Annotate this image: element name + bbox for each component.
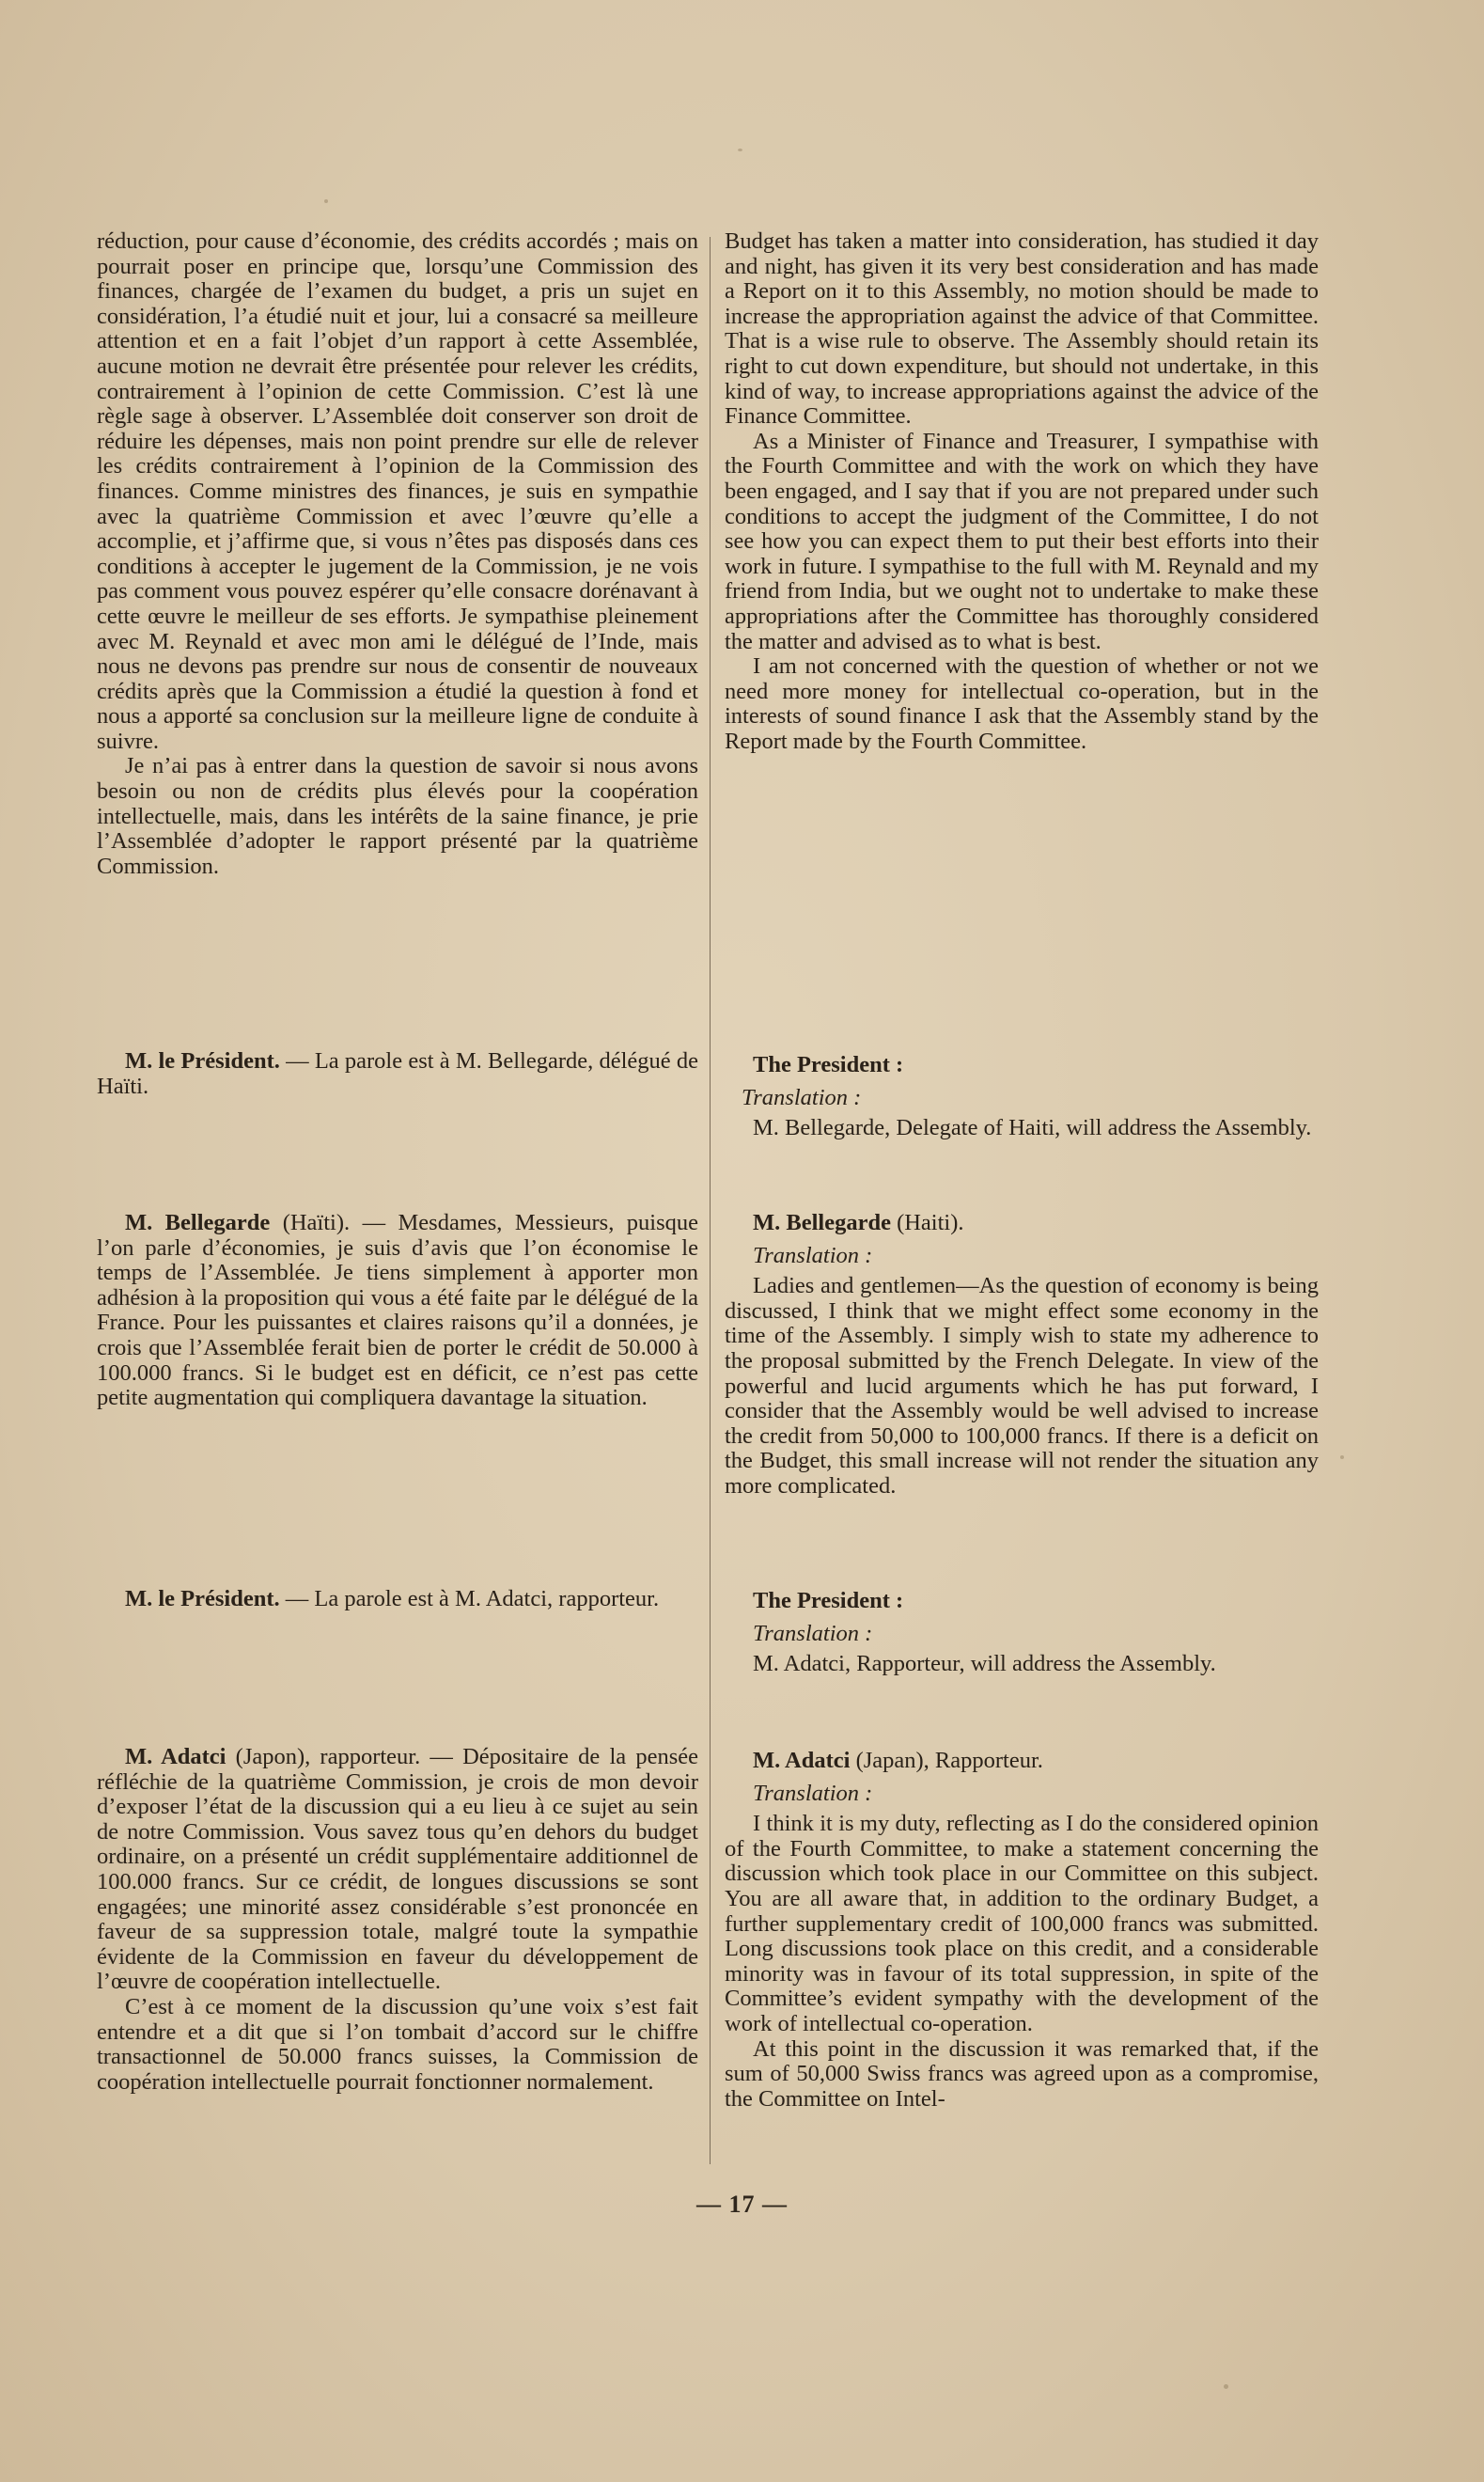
- paper-spot: [738, 149, 742, 151]
- english-president-1: [725, 1053, 1319, 1141]
- speech-text: M. Adatci, Rapporteur, will address the Assembly.: [753, 1651, 1216, 1677]
- speech-text: — Mesdames, Messieurs, puisque l’on parle d’économies, je suis d’avis que l’on économise le temps de l’Assemblée. Je tiens simplement à apporter mon adhésion à la proposition qui vous a été faite par le délégué de la France. Pour les puissantes et claires raisons qu’il a données, je crois que l’Assemblée ferait bien de porter le crédit de 50.000 à 100.000 francs. Si le budget est en déficit, ce n’est pas cette petite augmentation qui compliquera davantage la situation.: [97, 1210, 698, 1411]
- speaker-country: (Haïti).: [270, 1210, 351, 1235]
- translation-label: Translation :: [753, 1620, 873, 1646]
- english-intro: [725, 229, 1319, 754]
- speaker-name: M. Adatci: [753, 1748, 851, 1773]
- english-president-2: [725, 1589, 1319, 1677]
- speaker-name: M. Bellegarde: [753, 1210, 891, 1235]
- speaker-name: The President :: [753, 1588, 904, 1613]
- paper-spot: [1224, 2384, 1228, 2389]
- english-para: Budget has taken a matter into consideration, has studied it day and night, has given it its very best consideration and has made a Report on it to this Assembly, no motion should be made to increase the appropriation against the advice of that Committee. That is a wise rule to observe. The Assembly should retain its right to cut down expenditure, but should not undertake, in this kind of way, to increase appropriations against the advice of the Finance Committee.: [725, 228, 1319, 430]
- page-number: — 17 —: [696, 2191, 788, 2218]
- speech-text: — La parole est à M. Bellegarde, délégué de Haïti.: [97, 1048, 698, 1099]
- speech-text: — Dépositaire de la pensée réfléchie de la quatrième Commission, je crois de mon devoir d’exposer l’état de la discussion qui a eu lieu à ce sujet au sein de notre Commission. Vous savez tous qu’en dehors du budget ordinaire, on a présenté un crédit supplémentaire additionnel de 100.000 francs. Sur ce crédit, de longues discussions se sont engagées; une minorité assez considérable s’est prononcée en faveur de sa suppression totale, malgré toute la sympathie évidente de la Commission en faveur du développement de l’œuvre de coopération intellectuelle.: [97, 1744, 698, 1995]
- speech-text: At this point in the discussion it was remarked that, if the sum of 50,000 Swiss francs was agreed upon as a compromise, the Committee on Intel-: [725, 2035, 1319, 2112]
- paper-spot: [1340, 1455, 1344, 1459]
- english-adatci: [725, 1749, 1319, 2112]
- english-bellegarde: [725, 1211, 1319, 1500]
- translation-label: Translation :: [753, 1242, 873, 1268]
- speaker-name: M. le Président.: [125, 1586, 280, 1611]
- french-para: réduction, pour cause d’économie, des crédits accordés ; mais on pourrait poser en principe que, lorsqu’une Commission des finances, chargée de l’examen du budget, a pris un sujet en considération, l’a étudié nuit et jour, lui a consacré sa meilleure attention et en a fait l’objet d’un rapport à cette Assemblée, aucune motion ne devrait être présentée pour relever les crédits, contrairement à l’opinion de cette Commission. C’est là une règle sage à observer. L’Assemblée doit conserver son droit de réduire les dépenses, mais non point prendre sur elle de relever les crédits contrairement à l’opinion de la Commission des finances. Comme ministres des finances, je suis en sympathie avec la quatrième Commission et avec l’œuvre qu’elle a accomplie, et j’affirme que, si vous n’êtes pas disposés dans ces conditions à accepter le jugement de la Commission, je ne vois pas comment vous pouvez espérer qu’elle consacre dorénavant à cette œuvre le meilleur de ses efforts. Je sympathise pleinement avec M. Reynald et avec mon ami le délégué de l’Inde, mais nous ne devons pas prendre sur nous de consentir de nouveaux crédits après que la Commission a étudié la question à fond et nous a apporté sa conclusion sur la meilleure ligne de conduite à suivre.: [97, 228, 698, 754]
- speaker-country: (Japan), Rapporteur.: [850, 1748, 1043, 1773]
- speech-text: I think it is my duty, reflecting as I do the considered opinion of the Fourth Committee, to make a statement concerning the discussion which took place in our Committee on this subject. You are all aware that, in addition to the ordinary Budget, a further supplementary credit of 100,000 francs was submitted. Long discussions took place on this credit, and a considerable minority was in favour of its total suppression, in spite of the Committee’s evident sympathy with the development of the work of intellectual co-operation.: [725, 1811, 1319, 2036]
- french-president-2: [97, 1587, 698, 1612]
- speech-text: — La parole est à M. Adatci, rapporteur.: [279, 1586, 660, 1611]
- column-divider: [710, 237, 711, 2164]
- french-para: Je n’ai pas à entrer dans la question de savoir si nous avons besoin ou non de crédits plus élevés pour la coopération intellectuelle, mais, dans les intérêts de la saine finance, je prie l’Assemblée d’adopter le rapport présenté par la quatrième Commission.: [97, 753, 698, 879]
- english-para: As a Minister of Finance and Treasurer, I sympathise with the Fourth Committee and with the work on which they have been engaged, and I say that if you are not prepared under such conditions to accept the judgment of the Committee, I do not see how you can expect them to put their best efforts into their work in future. I sympathise to the full with M. Reynald and my friend from India, but we ought not to undertake to make these appropriations after the Committee has thoroughly considered the matter and advised as to what is best.: [725, 428, 1319, 654]
- speech-text: M. Bellegarde, Delegate of Haiti, will address the Assembly.: [753, 1115, 1312, 1141]
- french-bellegarde: [97, 1211, 698, 1411]
- speaker-country: (Japon), rapporteur.: [226, 1744, 421, 1769]
- paper-spot: [324, 199, 328, 203]
- speaker-country: (Haiti).: [890, 1210, 964, 1235]
- speaker-name: M. Adatci: [125, 1744, 227, 1769]
- french-president-1: [97, 1049, 698, 1099]
- speaker-name: The President :: [753, 1052, 904, 1077]
- speech-text: Ladies and gentlemen—As the question of economy is being discussed, I think that we might effect some economy in the time of the Assembly. I simply wish to state my adherence to the proposal submitted by the French Delegate. In view of the powerful and lucid arguments which he has put forward, I consider that the Assembly would be well advised to increase the credit from 50,000 to 100,000 francs. If there is a deficit on the Budget, this small increase will not render the situation any more complicated.: [725, 1273, 1319, 1499]
- english-para: I am not concerned with the question of whether or not we need more money for intellectual co-operation, but in the interests of sound finance I ask that the Assembly stand by the Report made by the Fourth Committee.: [725, 653, 1319, 754]
- translation-label: Translation :: [753, 1780, 873, 1806]
- speaker-name: M. le Président.: [125, 1048, 280, 1074]
- speaker-name: M. Bellegarde: [125, 1210, 271, 1235]
- translation-label: Translation :: [742, 1084, 862, 1110]
- speech-text: C’est à ce moment de la discussion qu’une voix s’est fait entendre et a dit que si l’on tombait d’accord sur le chiffre transactionnel de 50.000 francs suisses, la Commission de coopération intellectuelle pourrait fonctionner normalement.: [97, 1993, 698, 2095]
- french-intro: [97, 229, 698, 879]
- french-adatci: [97, 1745, 698, 2095]
